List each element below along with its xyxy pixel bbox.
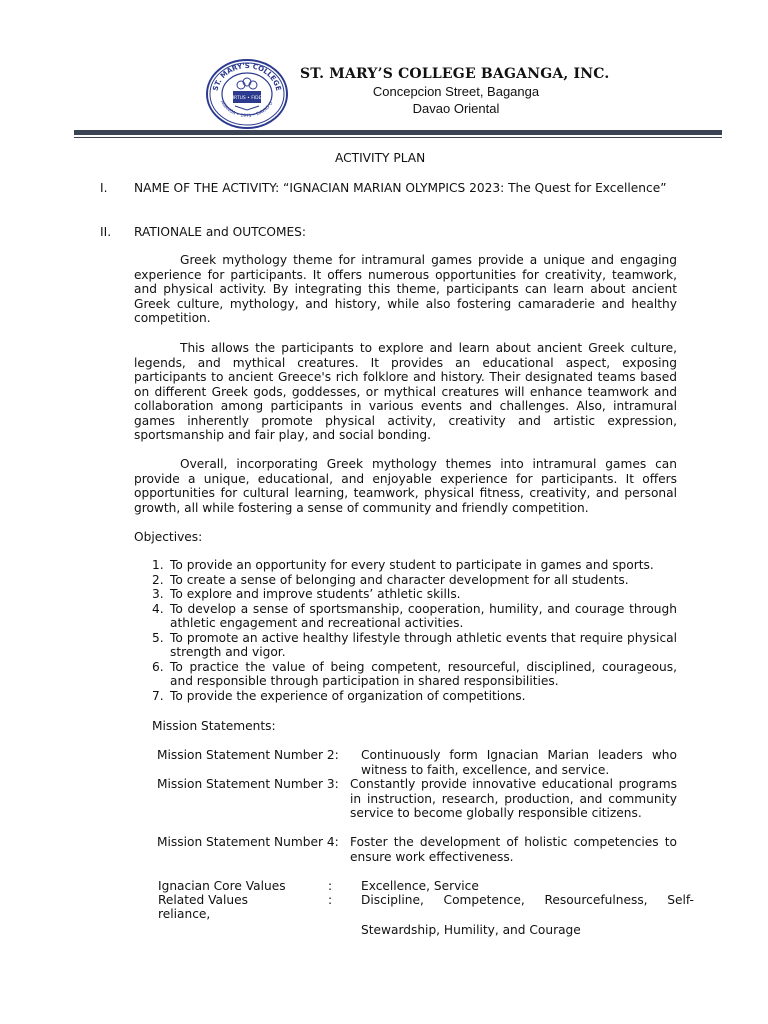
mission-text-4: Foster the development of holistic competencies to ensure work effectiveness. (350, 835, 677, 864)
list-item: 1. To provide an opportunity for every student to participate in games and sports. (152, 558, 654, 572)
svg-text:BAGANGA • 1971 • DAVAO OR.: AGANGA • 1971 • DAVAO O (219, 100, 275, 120)
core-values-colon: : (328, 879, 333, 893)
related-values-value: Discipline, Competence, Resourcefulness, Self- (361, 893, 694, 907)
related-values-value-cont: Stewardship, Humility, and Courage (361, 923, 581, 937)
objectives-heading: Objectives: (134, 530, 203, 544)
rationale-paragraph-3: Overall, incorporating Greek mythology themes into intramural games can provide a unique, educational, and enjoyable experience for participants. It offers opportunities for cultural learning, teamwork, physical fitness, creativity, and personal growth, all while fostering a sense of community and friendly competition. (134, 457, 677, 515)
header-divider (74, 130, 722, 135)
svg-text:ST. MARY'S COLLEGE: ST. MARY'S COLLEGE (211, 61, 283, 92)
college-name: ST. MARY’S COLLEGE BAGANGA, INC. (300, 66, 610, 82)
list-item: 4. To develop a sense of sportsmanship, cooperation, humility, and courage through athletic engagement and recreational activities. (152, 601, 677, 630)
address-line-2: Davao Oriental (412, 101, 500, 116)
related-values-colon: : (328, 893, 333, 907)
mission-label-3: Mission Statement Number 3: (157, 777, 339, 791)
document-title: ACTIVITY PLAN (335, 151, 426, 165)
rationale-paragraph-1: Greek mythology theme for intramural games provide a unique and engaging experience for participants. It offers numerous opportunities for creativity, teamwork, and physical activity. By integrating this theme, participants can learn about ancient Greek culture, mythology, and history, while also fostering camaraderie and healthy competition. (134, 253, 677, 325)
objectives-list (152, 558, 677, 703)
address-line-1: Concepcion Street, Baganga (372, 84, 540, 99)
mission-heading: Mission Statements: (152, 719, 276, 733)
section-1-numeral: I. (100, 181, 108, 195)
list-item: 3. To explore and improve students’ athletic skills. (152, 587, 461, 601)
related-values-label-cont: reliance, (158, 907, 211, 921)
rationale-paragraph-2: This allows the participants to explore and learn about ancient Greek culture, legends, and mythical creatures. It provides an educational aspect, exposing participants to ancient Greece's rich folklore and history. Their designated teams based on different Greek gods, goddesses, or mythical creatures will enhance teamwork and collaboration among participants in various events and challenges. Also, intramural games inherently promote physical activity, creativity and artistic expression, sportsmanship and fair play, and social bonding. (134, 341, 677, 442)
list-item: 6. To practice the value of being competent, resourceful, disciplined, courageous, and responsible through participation in shared responsibilities. (152, 659, 677, 688)
list-item: 2. To create a sense of belonging and character development for all students. (152, 572, 629, 587)
core-values-label: Ignacian Core Values (158, 879, 286, 893)
mission-label-2: Mission Statement Number 2: (157, 748, 339, 762)
section-2-numeral: II. (100, 225, 112, 239)
list-item: 7. To provide the experience of organization of competitions. (152, 688, 526, 703)
letterhead (0, 52, 768, 132)
core-values-value: Excellence, Service (361, 879, 479, 893)
svg-text:VIRTUS • FIDES: VIRTUS • FIDES (229, 96, 265, 101)
related-values-label: Related Values (158, 893, 248, 907)
mission-text-2: Continuously form Ignacian Marian leaders who witness to faith, excellence, and service. (361, 748, 677, 777)
rationale-heading: RATIONALE and OUTCOMES: (134, 225, 307, 239)
list-item: 5. To promote an active healthy lifestyle through athletic events that require physical strength and vigor. (152, 630, 677, 659)
activity-name: NAME OF THE ACTIVITY: “IGNACIAN MARIAN OLYMPICS 2023: The Quest for Excellence” (134, 181, 667, 195)
header-divider-thin (74, 137, 722, 138)
mission-text-3: Constantly provide innovative educational programs in instruction, research, production, and community service to become globally responsible citizens. (350, 777, 677, 820)
college-seal-icon (205, 58, 289, 130)
mission-label-4: Mission Statement Number 4: (157, 835, 339, 849)
